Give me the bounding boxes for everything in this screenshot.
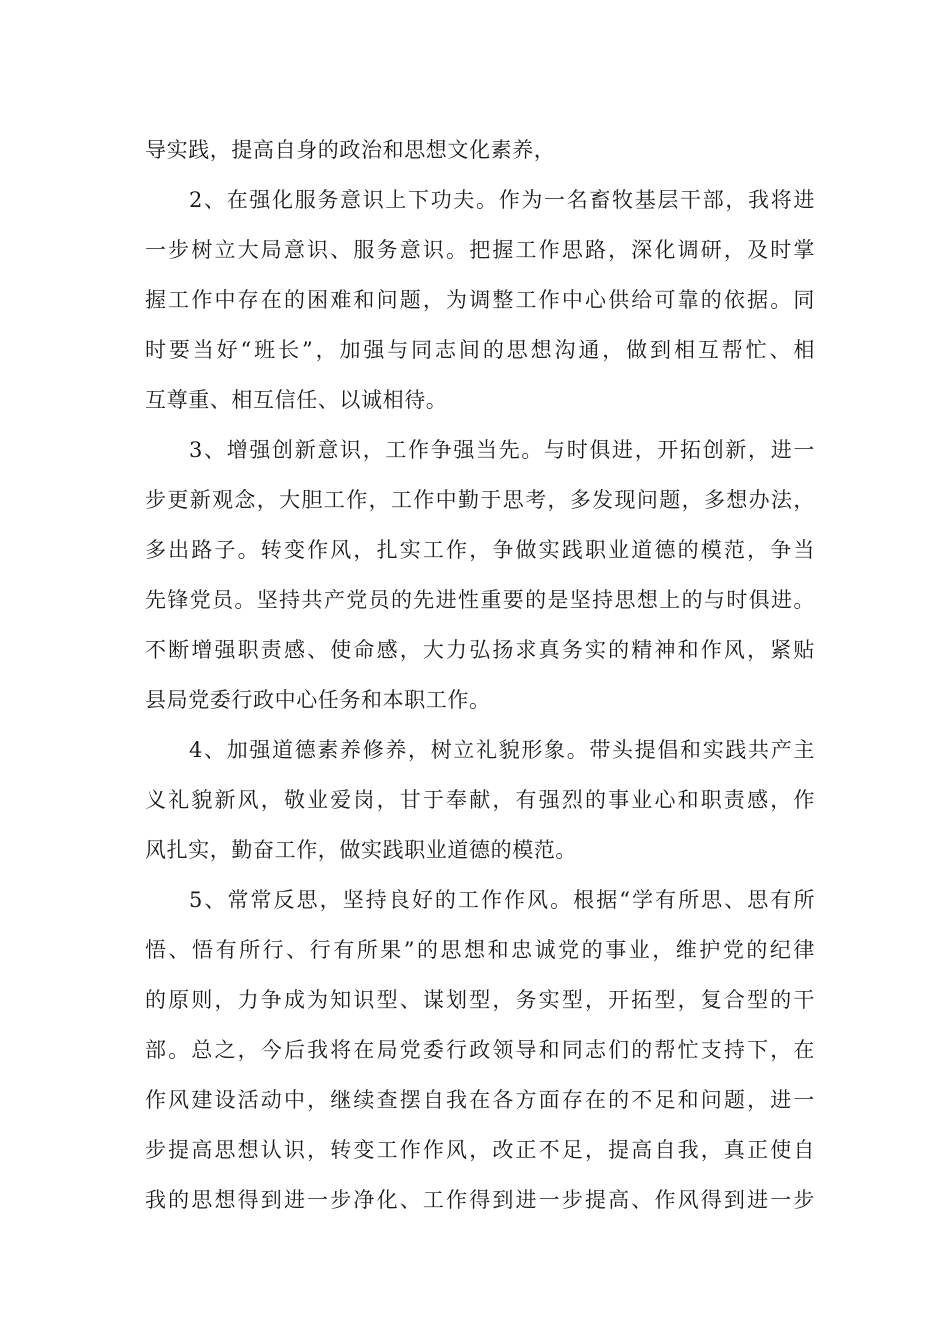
text-line: 先锋党员。坚持共产党员的先进性重要的是坚持思想上的与时俱进。	[145, 588, 815, 612]
text-line: 风扎实，勤奋工作，做实践职业道德的模范。	[145, 838, 577, 862]
text-line: 4、加强道德素养修养，树立礼貌形象。带头提倡和实践共产主	[189, 738, 815, 762]
text-line: 3、增强创新意识，工作争强当先。与时俱进，开拓创新，进一	[189, 438, 815, 462]
text-line: 部。总之，今后我将在局党委行政领导和同志们的帮忙支持下，在	[145, 1038, 815, 1062]
text-line: 不断增强职责感、使命感，大力弘扬求真务实的精神和作风，紧贴	[145, 638, 815, 662]
text-line: 多出路子。转变作风，扎实工作，争做实践职业道德的模范，争当	[145, 538, 815, 562]
text-line: 步提高思想认识，转变工作作风，改正不足，提高自我，真正使自	[145, 1138, 815, 1162]
text-line: 导实践，提高自身的政治和思想文化素养，	[145, 138, 556, 162]
text-line: 时要当好“班长”，加强与同志间的思想沟通，做到相互帮忙、相	[145, 338, 815, 362]
text-line: 县局党委行政中心任务和本职工作。	[145, 688, 491, 712]
text-line: 悟、悟有所行、行有所果”的思想和忠诚党的事业，维护党的纪律	[145, 938, 815, 962]
text-line: 一步树立大局意识、服务意识。把握工作思路，深化调研，及时掌	[145, 238, 815, 262]
text-line: 我的思想得到进一步净化、工作得到进一步提高、作风得到进一步	[145, 1188, 815, 1212]
text-line: 互尊重、相互信任、以诚相待。	[145, 388, 448, 412]
text-line: 步更新观念，大胆工作，工作中勤于思考，多发现问题，多想办法，	[145, 488, 815, 512]
text-line: 握工作中存在的困难和问题，为调整工作中心供给可靠的依据。同	[145, 288, 815, 312]
text-line: 义礼貌新风，敬业爱岗，甘于奉献，有强烈的事业心和职责感，作	[145, 788, 815, 812]
text-line: 作风建设活动中，继续查摆自我在各方面存在的不足和问题，进一	[145, 1088, 815, 1112]
text-line: 的原则，力争成为知识型、谋划型，务实型，开拓型，复合型的干	[145, 988, 815, 1012]
text-line: 5、常常反思，坚持良好的工作作风。根据“学有所思、思有所	[189, 888, 815, 912]
text-line: 2、在强化服务意识上下功夫。作为一名畜牧基层干部，我将进	[189, 188, 815, 212]
